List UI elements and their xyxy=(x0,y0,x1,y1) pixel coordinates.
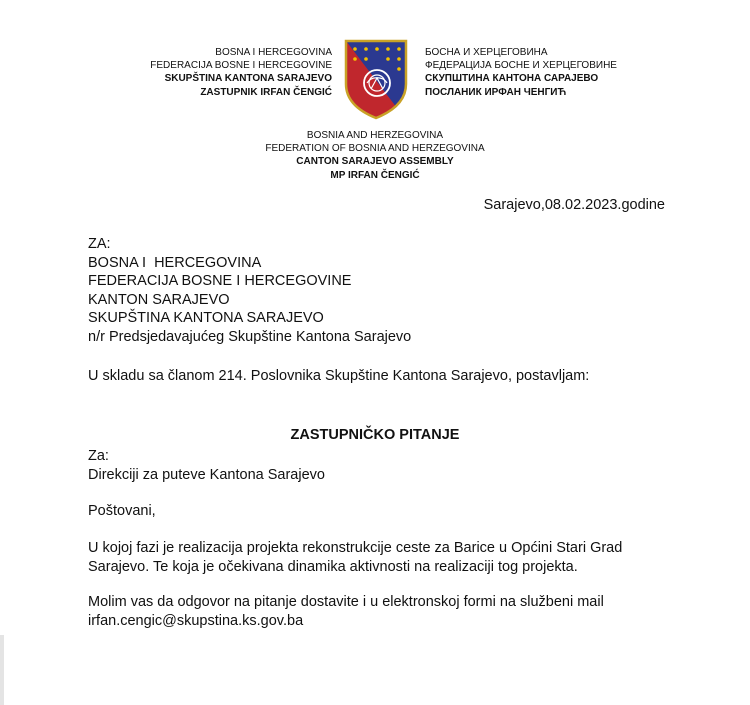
letter-subject: ZASTUPNIČKO PITANJE xyxy=(290,427,460,443)
addressee-label: Za: xyxy=(88,448,109,464)
letterhead-right-member: ПОСЛАНИК ИРФАН ЧЕНГИЋ xyxy=(425,86,567,98)
question-line: U kojoj fazi je realizacija projekta rekonstrukcije ceste za Barice u Općini Stari Grad xyxy=(88,540,623,556)
letterhead-right-assembly: СКУПШТИНА КАНТОНА САРАЈЕВО xyxy=(425,73,599,85)
letterhead-left xyxy=(150,46,332,99)
intro-paragraph: U skladu sa članom 214. Poslovnika Skupštine Kantona Sarajevo, postavljam: xyxy=(88,368,590,384)
letterhead-center-member: MP IRFAN ČENGIĆ xyxy=(330,169,420,181)
letterhead-center-country: BOSNIA AND HERZEGOVINA xyxy=(306,130,444,141)
letterhead-right xyxy=(425,46,617,99)
addressee-block xyxy=(88,447,325,484)
request-paragraph xyxy=(88,593,604,630)
email-address: irfan.cengic@skupstina.ks.gov.ba xyxy=(88,612,304,629)
addressee-name: Direkciji za puteve Kantona Sarajevo xyxy=(88,466,325,483)
letterhead-center-assembly: CANTON SARAJEVO ASSEMBLY xyxy=(296,156,454,168)
letterhead-left-country: BOSNA I HERCEGOVINA xyxy=(215,47,332,58)
recipient-attention: n/r Predsjedavajućeg Skupštine Kantona Sarajevo xyxy=(88,328,412,345)
letterhead-right-federation: ФЕДЕРАЦИЈА БОСНЕ И ХЕРЦЕГОВИНЕ xyxy=(425,60,617,72)
letter-date: Sarajevo,08.02.2023.godine xyxy=(483,197,665,213)
greeting: Poštovani, xyxy=(88,503,156,519)
letterhead-left-federation: FEDERACIJA BOSNE I HERCEGOVINE xyxy=(150,60,332,72)
letterhead-right-country: БОСНА И ХЕРЦЕГОВИНА xyxy=(425,47,548,58)
recipient-label: ZA: xyxy=(88,236,111,252)
request-line: Molim vas da odgovor na pitanje dostavite i u elektronskoj formi na službeni mail xyxy=(88,594,604,610)
coat-of-arms-icon xyxy=(341,38,411,120)
recipient-line: FEDERACIJA BOSNE I HERCEGOVINE xyxy=(88,273,352,290)
page-edge-shadow xyxy=(0,635,4,705)
recipient-line: KANTON SARAJEVO xyxy=(88,291,230,308)
letterhead-center xyxy=(0,129,750,182)
recipient-block xyxy=(88,235,411,347)
letterhead-left-member: ZASTUPNIK IRFAN ČENGIĆ xyxy=(200,86,332,98)
letterhead-left-assembly: SKUPŠTINA KANTONA SARAJEVO xyxy=(164,73,332,85)
question-line: Sarajevo. Te koja je očekivana dinamika aktivnosti na realizaciji tog projekta. xyxy=(88,558,578,575)
question-paragraph xyxy=(88,539,622,576)
recipient-line: SKUPŠTINA KANTONA SARAJEVO xyxy=(88,310,324,327)
recipient-line: BOSNA I HERCEGOVINA xyxy=(88,254,262,271)
letterhead-center-federation: FEDERATION OF BOSNIA AND HERZEGOVINA xyxy=(265,143,485,155)
